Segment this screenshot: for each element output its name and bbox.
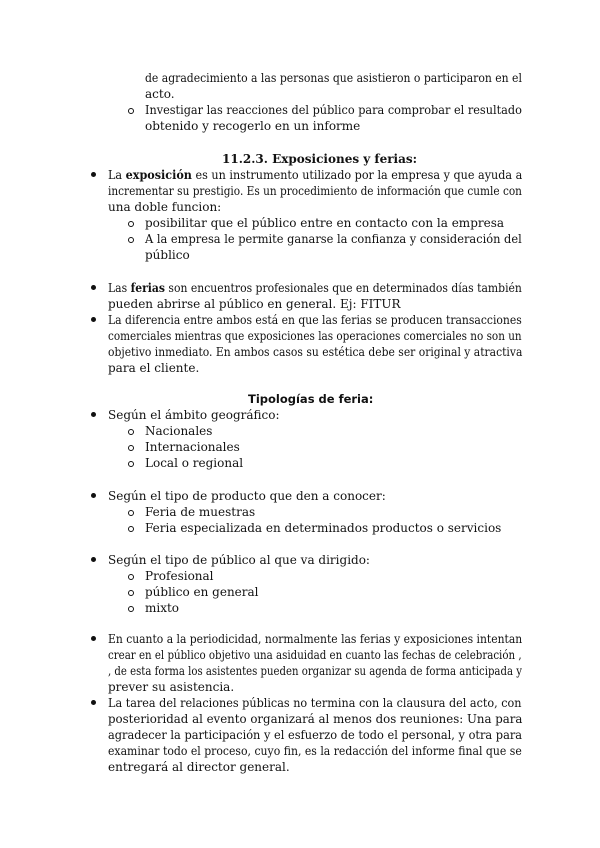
list-item: Feria de muestras [145, 505, 256, 519]
bullet-icon [91, 317, 96, 322]
sub-bullet-icon [128, 429, 134, 435]
list-item: obtenido y recogerlo en un informe [145, 119, 361, 133]
periodicidad-line: , de esta forma los asistentes pueden organizar su agenda de forma anticipada y [108, 664, 522, 678]
text-run: La [108, 168, 126, 182]
sub-bullet-icon [128, 237, 134, 243]
category-label: Según el tipo de producto que den a conocer: [108, 489, 386, 503]
text-run: Las [108, 281, 131, 295]
tarea-line: examinar todo el proceso, cuyo fin, es la redacción del informe final que se [108, 744, 522, 758]
list-item: Nacionales [145, 424, 213, 438]
term-ferias: ferias [130, 281, 165, 295]
text-run: es un instrumento utilizado por la empresa y que ayuda a [191, 168, 523, 182]
list-item: Internacionales [145, 440, 240, 454]
list-item: Investigar las reacciones del público para comprobar el resultado [145, 103, 522, 117]
section-heading: 11.2.3. Exposiciones y ferias: [222, 152, 418, 166]
sub-bullet-icon [128, 510, 134, 516]
list-item: Feria especializada en determinados productos o servicios [145, 521, 502, 535]
periodicidad-line: En cuanto a la periodicidad, normalmente las ferias y exposiciones intentan [108, 632, 523, 646]
sub-bullet-icon [128, 445, 134, 451]
bullet-icon [91, 412, 96, 417]
periodicidad-line: prever su asistencia. [108, 680, 235, 694]
sub-bullet-icon [128, 590, 134, 596]
exposicion-line [108, 167, 522, 183]
bullet-icon [91, 172, 96, 177]
tarea-line: entregará al director general. [108, 760, 290, 774]
subsection-heading: Tipologías de feria: [248, 392, 374, 406]
tarea-line: La tarea del relaciones públicas no termina con la clausura del acto, con [108, 696, 522, 710]
bullet-icon [91, 557, 96, 562]
ferias-line [108, 280, 522, 296]
diferencia-line: comerciales mientras que exposiciones las operaciones comerciales no son un [108, 329, 522, 343]
list-item: mixto [145, 601, 180, 615]
bullet-icon [91, 493, 96, 498]
list-item: A la empresa le permite ganarse la confianza y consideración del [145, 232, 522, 246]
top-continuation-line: acto. [145, 87, 175, 101]
list-item: posibilitar que el público entre en contacto con la empresa [145, 216, 505, 230]
sub-bullet-icon [128, 606, 134, 612]
exposicion-line: una doble funcion: [108, 200, 222, 214]
tarea-line: agradecer la participación y el esfuerzo de todo el personal, y otra para [108, 728, 523, 742]
ferias-line: pueden abrirse al público en general. Ej: FITUR [108, 297, 401, 311]
list-item: Local o regional [145, 456, 244, 470]
category-label: Según el ámbito geográfico: [108, 408, 280, 422]
list-item: público en general [145, 585, 259, 599]
top-continuation-line: de agradecimiento a las personas que asistieron o participaron en el [145, 71, 522, 85]
periodicidad-line: crear en el público objetivo una asiduidad en cuanto las fechas de celebración , [108, 648, 522, 662]
sub-bullet-icon [128, 574, 134, 580]
list-item: público [145, 248, 190, 262]
bullet-icon [91, 700, 96, 705]
tarea-line: posterioridad al evento organizará al menos dos reuniones: Una para [108, 712, 523, 726]
sub-bullet-icon [128, 526, 134, 532]
diferencia-line: objetivo inmediato. En ambos casos su estética debe ser original y atractiva [108, 345, 523, 359]
term-exposicion: exposición [125, 168, 192, 182]
bullet-icon [91, 285, 96, 290]
diferencia-line: para el cliente. [108, 361, 200, 375]
sub-bullet-icon [128, 461, 134, 467]
sub-bullet-icon [128, 221, 134, 227]
exposicion-line: incrementar su prestigio. Es un procedimiento de información que cumle con [108, 184, 522, 198]
bullet-icon [91, 636, 96, 641]
list-item: Profesional [145, 569, 214, 583]
text-run: son encuentros profesionales que en determinados días también [164, 281, 522, 295]
diferencia-line: La diferencia entre ambos está en que las ferias se producen transacciones [108, 313, 522, 327]
sub-bullet-icon [128, 108, 134, 114]
category-label: Según el tipo de público al que va dirigido: [108, 553, 370, 567]
